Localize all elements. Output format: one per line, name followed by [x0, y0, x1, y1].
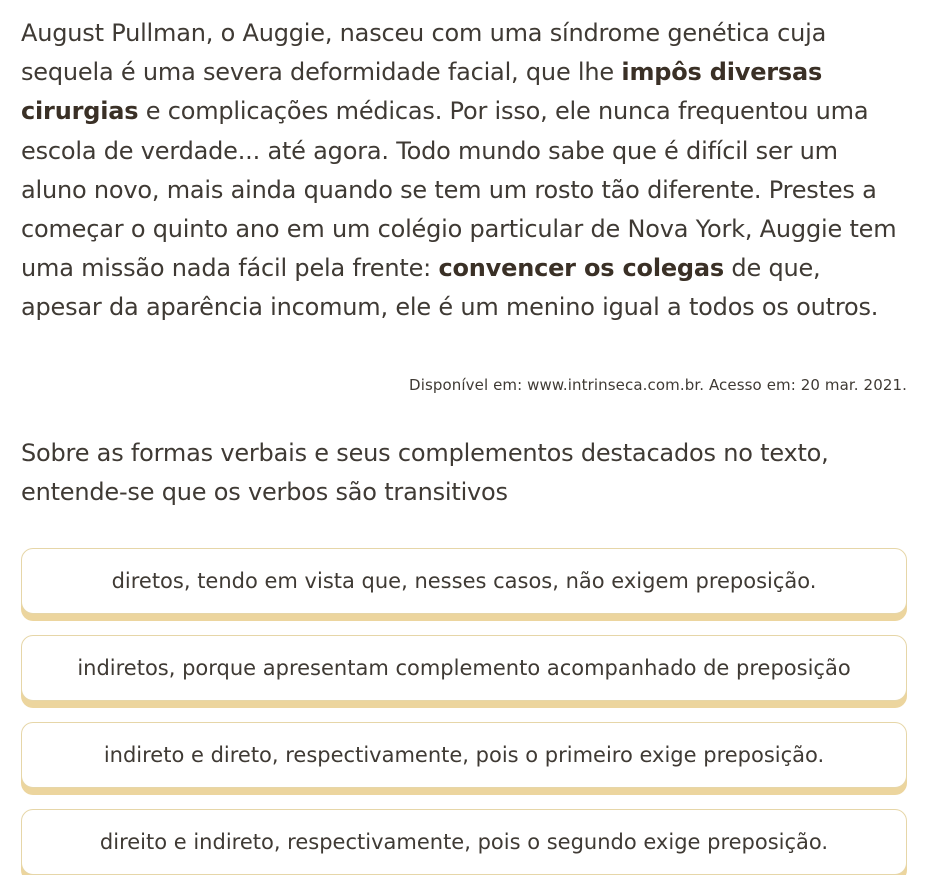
answer-option-3[interactable] [21, 722, 907, 788]
answer-option-2[interactable] [21, 635, 907, 701]
passage-part-2: e complicações médicas. Por isso, ele nunca frequentou uma escola de verdade... até agora. Todo mundo sabe que é difícil ser um aluno novo, mais ainda quando se tem um rosto tão diferente. Prestes a começar o quinto ano em um colégio particular de Nova York, Auggie tem uma missão nada fácil pela frente: [21, 97, 897, 283]
passage-text [21, 0, 907, 328]
answer-option-4[interactable] [21, 809, 907, 875]
source-citation: Disponível em: www.intrinseca.com.br. Acesso em: 20 mar. 2021. [409, 375, 907, 394]
passage-highlight-2: convencer os colegas [438, 254, 724, 283]
question-text: Sobre as formas verbais e seus complementos destacados no texto, entende-se que os verbos são transitivos [21, 438, 829, 506]
answer-option-1[interactable] [21, 548, 907, 614]
passage-part-1: August Pullman, o Auggie, nasceu com uma síndrome genética cuja sequela é uma severa deformidade facial, que lhe [21, 19, 827, 87]
passage-highlight-1: impôs diversas cirurgias [21, 58, 823, 126]
answer-options [21, 548, 907, 875]
answer-option-label: indireto e direto, respectivamente, pois o primeiro exige preposição. [103, 743, 825, 768]
answer-option-label: diretos, tendo em vista que, nesses casos, não exigem preposição. [111, 569, 817, 594]
passage-part-3: de que, apesar da aparência incomum, ele é um menino igual a todos os outros. [21, 254, 879, 322]
answer-option-label: direito e indireto, respectivamente, pois o segundo exige preposição. [99, 830, 829, 855]
answer-option-label: indiretos, porque apresentam complemento acompanhado de preposição [77, 656, 851, 681]
